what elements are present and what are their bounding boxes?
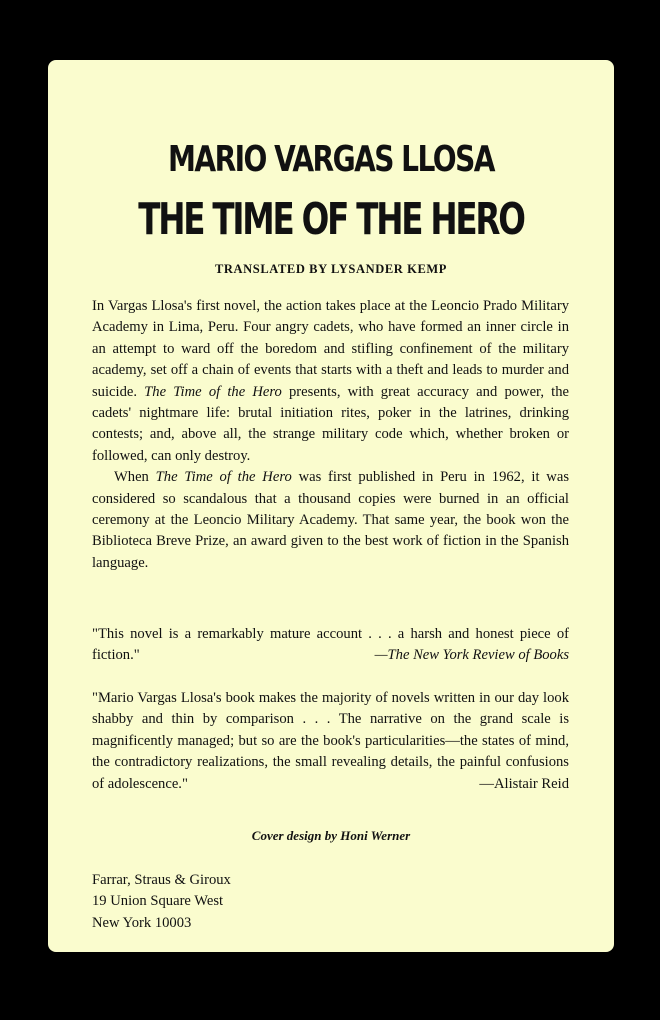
publisher-city: New York 10003 xyxy=(92,914,192,931)
description-paragraph-1: In Vargas Llosa's first novel, the action takes place at the Leoncio Prado Military Academy in Lima, Peru. Four angry cadets, who have formed an inner circle in an attempt to ward off the boredom and stifling confinement of the military academy, set off a chain of events that starts with a theft and leads to murder and suicide. The Time of the Hero presents, with great accuracy and power, the cadets' nightmare life: brutal initiation rites, poker in the latrines, drinking contests; and, above all, the strange military code which, whether broken or followed, can only destroy. xyxy=(92,298,569,464)
description-paragraph-2: When The Time of the Hero was first published in Peru in 1962, it was considered so scandalous that a thousand copies were burned in an official ceremony at the Leoncio Military Academy. That same year, the book won the Biblioteca Breve Prize, an award given to the best work of fiction in the Spanish language. xyxy=(92,469,570,571)
translator-credit: TRANSLATED BY LYSANDER KEMP xyxy=(214,262,448,276)
title-reference: The Time of the Hero xyxy=(155,469,292,486)
quote-source: —The New York Review of Books xyxy=(374,647,569,664)
review-quote-2 xyxy=(92,688,569,795)
quote-text: "This novel is a remarkably mature account . . . a harsh and honest piece of fiction." xyxy=(92,626,569,664)
title-reference: The Time of the Hero xyxy=(144,383,282,400)
book-title: THE TIME OF THE HERO xyxy=(138,194,524,245)
publisher-name: Farrar, Straus & Giroux xyxy=(92,872,231,888)
cover-design-credit: Cover design by Honi Werner xyxy=(251,828,411,843)
author-name: MARIO VARGAS LLOSA xyxy=(168,139,494,180)
quote-source: —Alistair Reid xyxy=(479,775,569,792)
publisher-address xyxy=(92,870,231,934)
publisher-street: 19 Union Square West xyxy=(92,893,224,910)
review-quote-1 xyxy=(92,624,569,667)
quote-text: "Mario Vargas Llosa's book makes the majority of novels written in our day look shabby and thin by comparison . . . The narrative on the grand scale is magnificently managed; but so are the book's particularities—the states of mind, the contradictory realizations, the small revealing details, the painful confusions of adolescence." xyxy=(92,690,569,792)
description xyxy=(92,296,569,574)
back-cover xyxy=(48,60,614,952)
